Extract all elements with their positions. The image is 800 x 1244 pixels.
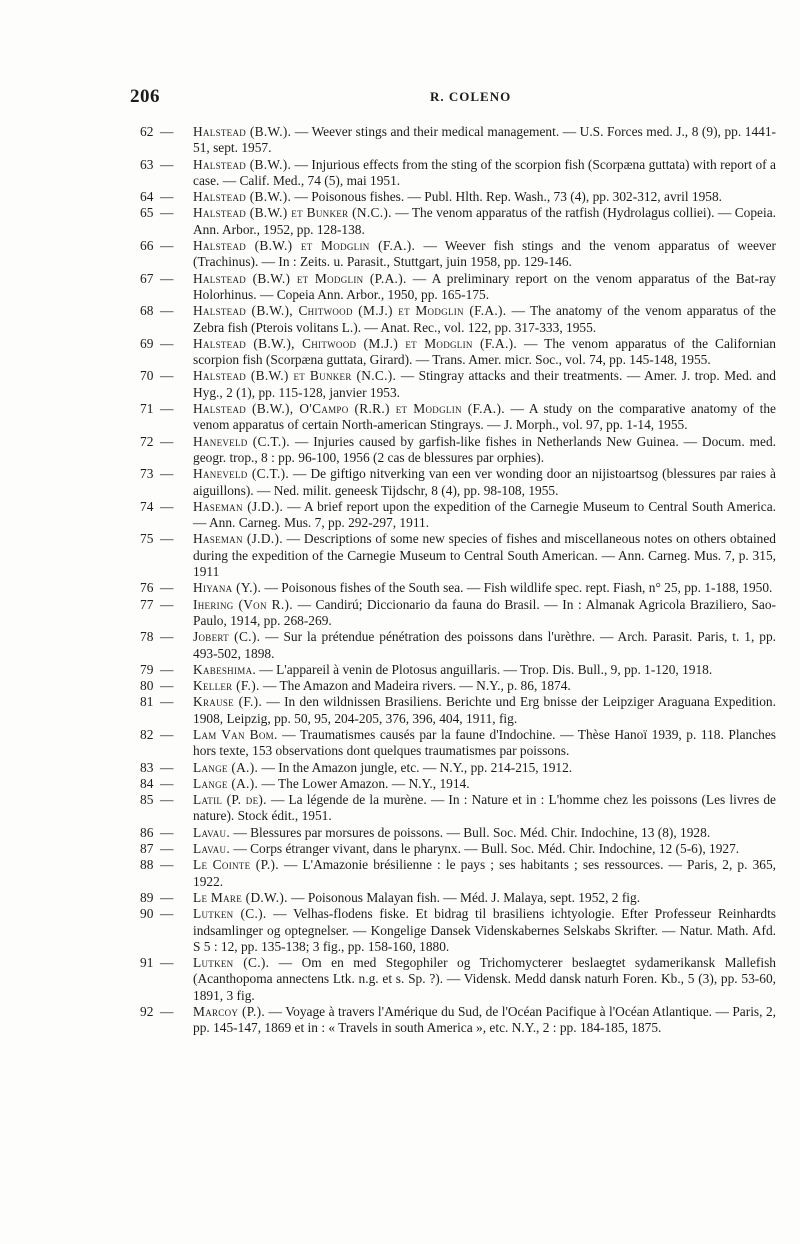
reference-entry	[0, 401, 800, 434]
reference-number: 77	[140, 596, 154, 612]
reference-entry	[0, 906, 800, 955]
reference-number: 92	[140, 1004, 154, 1020]
reference-text: — Voyage à travers l'Amérique du Sud, de l'Océan Pacifique à l'Océan Atlantique. — Paris, 2, pp. 145-147, 1869 et in : « Travels in south America », etc. N.Y., 2 : pp. 184-185, 1875.	[193, 1004, 776, 1036]
reference-author: Lutken (C.).	[193, 906, 267, 922]
reference-text: — Weever stings and their medical management. — U.S. Forces med. J., 8 (9), pp. 1441-51, sept. 1957.	[193, 124, 776, 156]
reference-author: Lam Van Bom.	[193, 726, 278, 742]
reference-text: — The Lower Amazon. — N.Y., 1914.	[258, 775, 470, 791]
reference-number: 69	[140, 335, 154, 351]
reference-text: — Traumatismes causés par la faune d'Indochine. — Thèse Hanoï 1939, p. 118. Planches hors texte, 153 observations dont quelques traumatismes par poissons.	[193, 726, 777, 759]
reference-number: 86	[140, 824, 154, 840]
reference-entry	[0, 466, 800, 499]
reference-entry	[0, 434, 800, 467]
reference-text: — Blessures par morsures de poissons. — Bull. Soc. Méd. Chir. Indochine, 13 (8), 1928.	[230, 824, 711, 840]
reference-dash: —	[160, 270, 174, 286]
reference-text: — A preliminary report on the venom apparatus of the Bat-ray Holorhinus. — Copeia Ann. Arbor., 1950, pp. 165-175.	[193, 270, 776, 302]
reference-dash: —	[160, 726, 174, 742]
reference-dash: —	[160, 401, 174, 417]
reference-number: 81	[140, 694, 154, 710]
reference-author: Marcoy (P.).	[193, 1004, 266, 1020]
reference-author: Haseman (J.D.).	[193, 531, 283, 547]
reference-number: 79	[140, 661, 154, 677]
reference-author: Halstead (B.W.), O'Campo (R.R.) et Modglin (F.A.).	[193, 401, 505, 417]
reference-entry	[0, 825, 800, 841]
reference-dash: —	[160, 775, 174, 791]
reference-number: 75	[140, 531, 154, 547]
reference-author: Latil (P. de).	[193, 792, 267, 808]
reference-text: — Stingray attacks and their treatments. — Amer. J. trop. Med. and Hyg., 2 (1), pp. 115-128, janvier 1953.	[193, 368, 777, 400]
reference-dash: —	[160, 906, 174, 922]
reference-number: 80	[140, 678, 154, 694]
reference-number: 82	[140, 726, 154, 742]
reference-entry	[0, 629, 800, 662]
reference-number: 63	[140, 156, 154, 172]
reference-number: 90	[140, 906, 154, 922]
reference-dash: —	[160, 1004, 174, 1020]
reference-author: Halstead (B.W.) et Bunker (N.C.).	[193, 368, 397, 384]
reference-dash: —	[160, 759, 174, 775]
reference-author: Halstead (B.W.).	[193, 189, 292, 205]
reference-entry	[0, 694, 800, 727]
reference-number: 76	[140, 580, 154, 596]
reference-text: — Injurious effects from the sting of the scorpion fish (Scorpæna guttata) with report of a case. — Calif. Med., 74 (5), mai 1951.	[193, 156, 776, 188]
reference-dash: —	[160, 792, 174, 808]
reference-number: 73	[140, 466, 154, 482]
reference-entry	[0, 531, 800, 580]
reference-author: Kabeshima.	[193, 661, 257, 677]
page-header	[130, 86, 770, 110]
reference-entry	[0, 205, 800, 238]
reference-text: — Candirú; Diccionario da fauna do Brasil. — In : Almanak Agricola Braziliero, Sao-Paulo, 1914, pp. 268-269.	[193, 596, 776, 628]
page-number: 206	[130, 86, 160, 107]
reference-entry	[0, 124, 800, 157]
reference-text: — Sur la prétendue pénétration des poissons dans l'urèthre. — Arch. Parasit. Paris, t. 1, pp. 493-502, 1898.	[193, 629, 776, 661]
reference-author: Halstead (B.W.) et Bunker (N.C.).	[193, 205, 392, 221]
reference-number: 91	[140, 955, 154, 971]
reference-entry	[0, 760, 800, 776]
reference-text: — La légende de la murène. — In : Nature et in : L'homme chez les poissons (Les livres de nature). Stock édit., 1951.	[193, 792, 776, 824]
reference-entry	[0, 678, 800, 694]
reference-text: — Om en med Stegophiler og Trichomycterer beslaegtet sydamerikansk Mallefish (Acanthopoma annectens Ltk. n.g. et s. Sp. ?). — Vidensk. Medd dansk naturh Foren. Kb., 5 (3), pp. 53-60, 1891, 3 fig.	[193, 955, 777, 1003]
reference-dash: —	[160, 205, 174, 221]
reference-dash: —	[160, 124, 174, 139]
reference-author: Haneveld (C.T.).	[193, 433, 290, 449]
reference-entry	[0, 271, 800, 304]
reference-author: Haneveld (C.T.).	[193, 466, 290, 482]
reference-number: 65	[140, 205, 154, 221]
reference-author: Haseman (J.D.).	[193, 498, 284, 514]
reference-number: 74	[140, 498, 154, 514]
reference-entry	[0, 792, 800, 825]
reference-dash: —	[160, 955, 174, 971]
reference-author: Halstead (B.W.).	[193, 156, 292, 172]
reference-author: Lavau.	[193, 824, 231, 840]
reference-dash: —	[160, 189, 174, 205]
reference-number: 64	[140, 189, 154, 205]
reference-entry	[0, 368, 800, 401]
reference-number: 88	[140, 857, 154, 873]
reference-dash: —	[160, 368, 174, 384]
reference-dash: —	[160, 580, 174, 596]
reference-dash: —	[160, 466, 174, 482]
reference-entry	[0, 580, 800, 596]
reference-text: — L'Amazonie brésilienne : le pays ; ses habitants ; ses ressources. — Paris, 2, p. 365, 1922.	[193, 857, 776, 889]
reference-author: Lavau.	[193, 841, 231, 857]
reference-dash: —	[160, 303, 174, 319]
reference-dash: —	[160, 156, 174, 172]
reference-text: — Injuries caused by garfish-like fishes in Netherlands New Guinea. — Docum. med. geogr. trop., 8 : pp. 96-100, 1956 (2 cas de blessures par orphies).	[193, 433, 776, 465]
reference-dash: —	[160, 857, 174, 873]
reference-entry	[0, 890, 800, 906]
reference-number: 78	[140, 629, 154, 645]
reference-text: — A brief report upon the expedition of the Carnegie Museum to Central South America. — Ann. Carneg. Mus. 7, pp. 292-297, 1911.	[193, 498, 776, 531]
reference-author: Hiyana (Y.).	[193, 580, 262, 596]
reference-dash: —	[160, 661, 174, 677]
reference-number: 72	[140, 433, 154, 449]
reference-author: Halstead (B.W.).	[193, 124, 292, 139]
reference-text: — De giftigo nitverking van een ver wonding door an nijistoartsog (blessures par raies à aiguillons). — Ned. milit. geneesk Tijdschr, 8 (4), pp. 98-108, 1955.	[193, 466, 776, 498]
reference-text: — Velhas-flodens fiske. Et bidrag til brasiliens ichtyologie. Efter Professeur Reinhardts indsamlinger og optegnelser. — Kongelige Dansek Videnskabernes Selskabs Skrifter. — Natur. Math. Afd. S 5 : 12, pp. 135-138; 3 fig., pp. 158-160, 1880.	[193, 906, 776, 954]
reference-text: — L'appareil à venin de Plotosus anguillaris. — Trop. Dis. Bull., 9, pp. 1-120, 1918.	[256, 661, 713, 677]
reference-entry	[0, 597, 800, 630]
reference-author: Lange (A.).	[193, 775, 259, 791]
reference-dash: —	[160, 694, 174, 710]
reference-entry	[0, 238, 800, 271]
reference-text: — The Amazon and Madeira rivers. — N.Y., p. 86, 1874.	[259, 678, 571, 694]
reference-dash: —	[160, 335, 174, 351]
reference-number: 68	[140, 303, 154, 319]
reference-entry	[0, 336, 800, 369]
reference-entry	[0, 662, 800, 678]
reference-author: Halstead (B.W.) et Modglin (P.A.).	[193, 270, 407, 286]
reference-text: — In den wildnissen Brasiliens. Berichte und Erg bnisse der Leipziger Araguana Expedition. 1908, Leipzig, pp. 50, 95, 204-205, 376, 396, 404, 1911, fig.	[193, 694, 776, 726]
reference-dash: —	[160, 841, 174, 857]
reference-dash: —	[160, 498, 174, 514]
reference-text: — The anatomy of the venom apparatus of the Zebra fish (Pterois volitans L.). — Anat. Rec., vol. 122, pp. 317-333, 1955.	[193, 303, 777, 335]
reference-dash: —	[160, 629, 174, 645]
reference-dash: —	[160, 824, 174, 840]
reference-dash: —	[160, 678, 174, 694]
reference-number: 84	[140, 775, 154, 791]
reference-author: Halstead (B.W.), Chitwood (M.J.) et Modglin (F.A.).	[193, 303, 507, 319]
reference-number: 67	[140, 270, 154, 286]
reference-number: 87	[140, 841, 154, 857]
reference-text: — The venom apparatus of the Californian scorpion fish (Scorpæna guttata, Girard). — Trans. Amer. micr. Soc., vol. 74, pp. 145-148, 1955.	[193, 335, 777, 368]
reference-number: 83	[140, 759, 154, 775]
reference-author: Le Mare (D.W.).	[193, 889, 288, 905]
reference-entry	[0, 776, 800, 792]
reference-entry	[0, 303, 800, 336]
reference-number: 70	[140, 368, 154, 384]
reference-text: — Poisonous fishes. — Publ. Hlth. Rep. Wash., 73 (4), pp. 302-312, avril 1958.	[291, 189, 723, 205]
reference-list	[0, 124, 800, 1037]
reference-entry	[0, 727, 800, 760]
running-head: R. COLENO	[430, 89, 512, 104]
reference-author: Krause (F.).	[193, 694, 263, 710]
reference-author: Lange (A.).	[193, 759, 259, 775]
reference-number: 66	[140, 238, 154, 254]
reference-dash: —	[160, 531, 174, 547]
reference-number: 89	[140, 889, 154, 905]
reference-author: Ihering (Von R.).	[193, 596, 293, 612]
reference-text: — A study on the comparative anatomy of the venom apparatus of certain North-american Stingrays. — J. Morph., vol. 97, pp. 1-14, 1955.	[193, 401, 776, 433]
reference-entry	[0, 955, 800, 1004]
reference-number: 85	[140, 792, 154, 808]
reference-text: — Descriptions of some new species of fishes and miscellaneous notes on others obtained during the expedition of the Carnegie Museum to Central South American. — Ann. Carneg. Mus. 7, p. 315, 1911	[193, 531, 776, 580]
reference-number: 71	[140, 401, 154, 417]
reference-author: Halstead (B.W.), Chitwood (M.J.) et Modglin (F.A.).	[193, 335, 518, 351]
reference-text: — The venom apparatus of the ratfish (Hydrolagus colliei). — Copeia. Ann. Arbor., 1952, pp. 128-138.	[193, 205, 776, 237]
reference-dash: —	[160, 433, 174, 449]
reference-entry	[0, 1004, 800, 1037]
reference-entry	[0, 857, 800, 890]
reference-text: — Weever fish stings and the venom apparatus of weever (Trachinus). — In : Zeits. u. Parasit., Stuttgart, juin 1958, pp. 129-146.	[193, 238, 776, 270]
reference-text: — Corps étranger vivant, dans le pharynx. — Bull. Soc. Méd. Chir. Indochine, 12 (5-6), 1927.	[230, 841, 740, 857]
reference-entry	[0, 841, 800, 857]
reference-dash: —	[160, 238, 174, 254]
reference-text: — Poisonous Malayan fish. — Méd. J. Malaya, sept. 1952, 2 fig.	[287, 889, 641, 905]
reference-entry	[0, 499, 800, 532]
reference-entry	[0, 157, 800, 190]
reference-text: — Poisonous fishes of the South sea. — Fish wildlife spec. rept. Fiash, n° 25, pp. 1-188, 1950.	[261, 580, 773, 596]
reference-dash: —	[160, 596, 174, 612]
reference-entry	[0, 189, 800, 205]
reference-dash: —	[160, 889, 174, 905]
reference-author: Le Cointe (P.).	[193, 857, 279, 873]
reference-number: 62	[140, 124, 154, 139]
reference-author: Keller (F.).	[193, 678, 260, 694]
reference-author: Halstead (B.W.) et Modglin (F.A.).	[193, 238, 416, 254]
reference-author: Jobert (C.).	[193, 629, 261, 645]
reference-author: Lutken (C.).	[193, 955, 270, 971]
reference-text: — In the Amazon jungle, etc. — N.Y., pp. 214-215, 1912.	[258, 759, 573, 775]
